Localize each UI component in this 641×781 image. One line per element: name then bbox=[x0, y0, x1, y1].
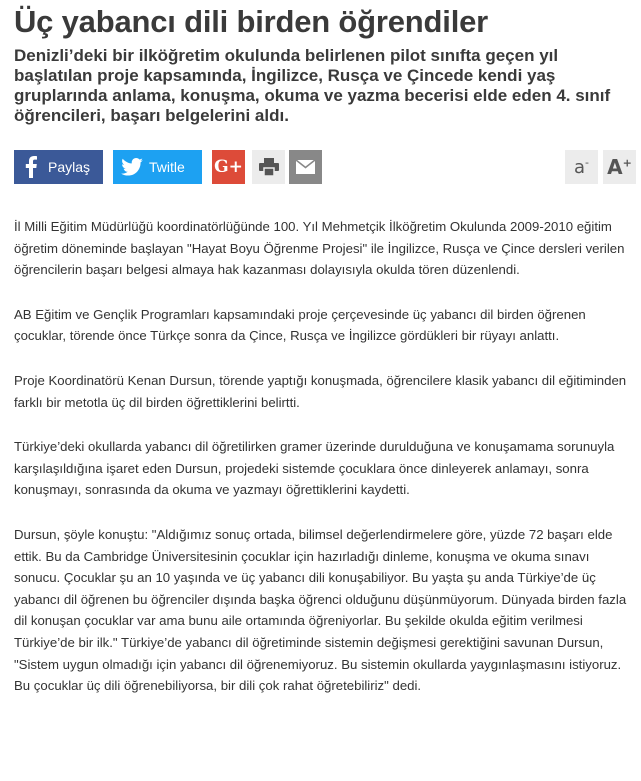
facebook-share-button[interactable] bbox=[14, 150, 103, 184]
increase-font-button[interactable] bbox=[603, 150, 636, 184]
print-icon bbox=[259, 158, 279, 176]
article-body bbox=[14, 216, 639, 720]
article-title: Üç yabancı dili birden öğrendiler bbox=[14, 4, 489, 39]
print-button[interactable] bbox=[252, 150, 285, 184]
facebook-icon bbox=[16, 156, 46, 178]
article-paragraph: Dursun, şöyle konuştu: "Aldığımız sonuç ortada, bilimsel değerlendirmelere göre, yüzde 72 başarı elde ettik. Bu da Cambridge Üniversitesinin çocuklar için hazırladığı dinleme, konuşma ve okuma sınavı sonucu. Çocuklar şu an 10 yaşında ve üç yabancı dili konuşabiliyor. Bu yaşta şu anda Türkiye’de üç yabancı dil öğrenen bu öğrenciler dışında başka öğrenci olduğunu düşünmüyorum. Dünyada birden fazla dil konuşan çocuklar var ama bunu aile ortamında öğreniyorlar. Bu şekilde okulda eğitim verilmesi Türkiye’de bir ilk." Türkiye’de yabancı dil öğretiminde sistemin değişmesi gerektiğini savunan Dursun, "Sistem uygun olmadığı için yabancı dil öğrenemiyoruz. Bu sistemin okullarda yaygınlaşmasını istiyoruz. Bu çocuklar üç dili öğrenebiliyorsa, bir dili çok rahat öğretebiliriz" dedi. bbox=[14, 526, 627, 694]
article-lead: Denizli’deki bir ilköğretim okulunda belirlenen pilot sınıfta geçen yıl başlatılan proje kapsamında, İngilizce, Rusça ve Çincede kendi yaş gruplarında anlama, konuşma, okuma ve yazma becerisi elde eden 4. sınıf öğrencileri, başarı belgelerini aldı. bbox=[14, 46, 611, 125]
twitter-share-label: Twitle bbox=[149, 159, 185, 175]
facebook-share-label: Paylaş bbox=[48, 159, 91, 175]
font-increase-icon: A+ bbox=[607, 155, 632, 179]
article-paragraph: AB Eğitim ve Gençlik Programları kapsamındaki proje çerçevesinde üç yabancı dil birden öğrenen çocuklar, törende önce Türkçe sonra da Çince, Rusça ve İngilizce gördükleri bir rüyayı anlattı. bbox=[14, 306, 586, 344]
gplus-share-button[interactable] bbox=[212, 150, 245, 184]
mail-button[interactable] bbox=[289, 150, 322, 184]
font-decrease-icon: a- bbox=[573, 156, 589, 178]
twitter-icon bbox=[117, 158, 147, 176]
decrease-font-button[interactable] bbox=[565, 150, 598, 184]
article-paragraph: Türkiye’deki okullarda yabancı dil öğretilirken gramer üzerinde durulduğuna ve konuşamama sorunuyla karşılaşıldığına işaret eden Dursun, projedeki sistemde çocuklara önce dinleyerek anlamayı, sonra konuşmayı, sonrasında da okuma ve yazmayı öğrettiklerini kaydetti. bbox=[14, 439, 615, 498]
mail-icon bbox=[296, 160, 315, 174]
article-paragraph: İl Milli Eğitim Müdürlüğü koordinatörlüğünde 100. Yıl Mehmetçik İlköğretim Okulunda 2009-2010 eğitim öğretim döneminde başlayan "Hayat Boyu Öğrenme Projesi" ile İngilizce, Rusça ve Çince dersleri verilen öğrencilerin başarı belgesi almaya hak kazanması dolayısıyla okulda tören düzenlendi. bbox=[14, 219, 625, 278]
gplus-icon: G+ bbox=[214, 157, 243, 177]
share-toolbar bbox=[14, 150, 634, 184]
article-paragraph: Proje Koordinatörü Kenan Dursun, törende yaptığı konuşmada, öğrencilere klasik yabancı dil eğitiminden farklı bir metotla üç dil birden öğrettiklerini belirtti. bbox=[14, 372, 627, 410]
twitter-share-button[interactable] bbox=[113, 150, 202, 184]
